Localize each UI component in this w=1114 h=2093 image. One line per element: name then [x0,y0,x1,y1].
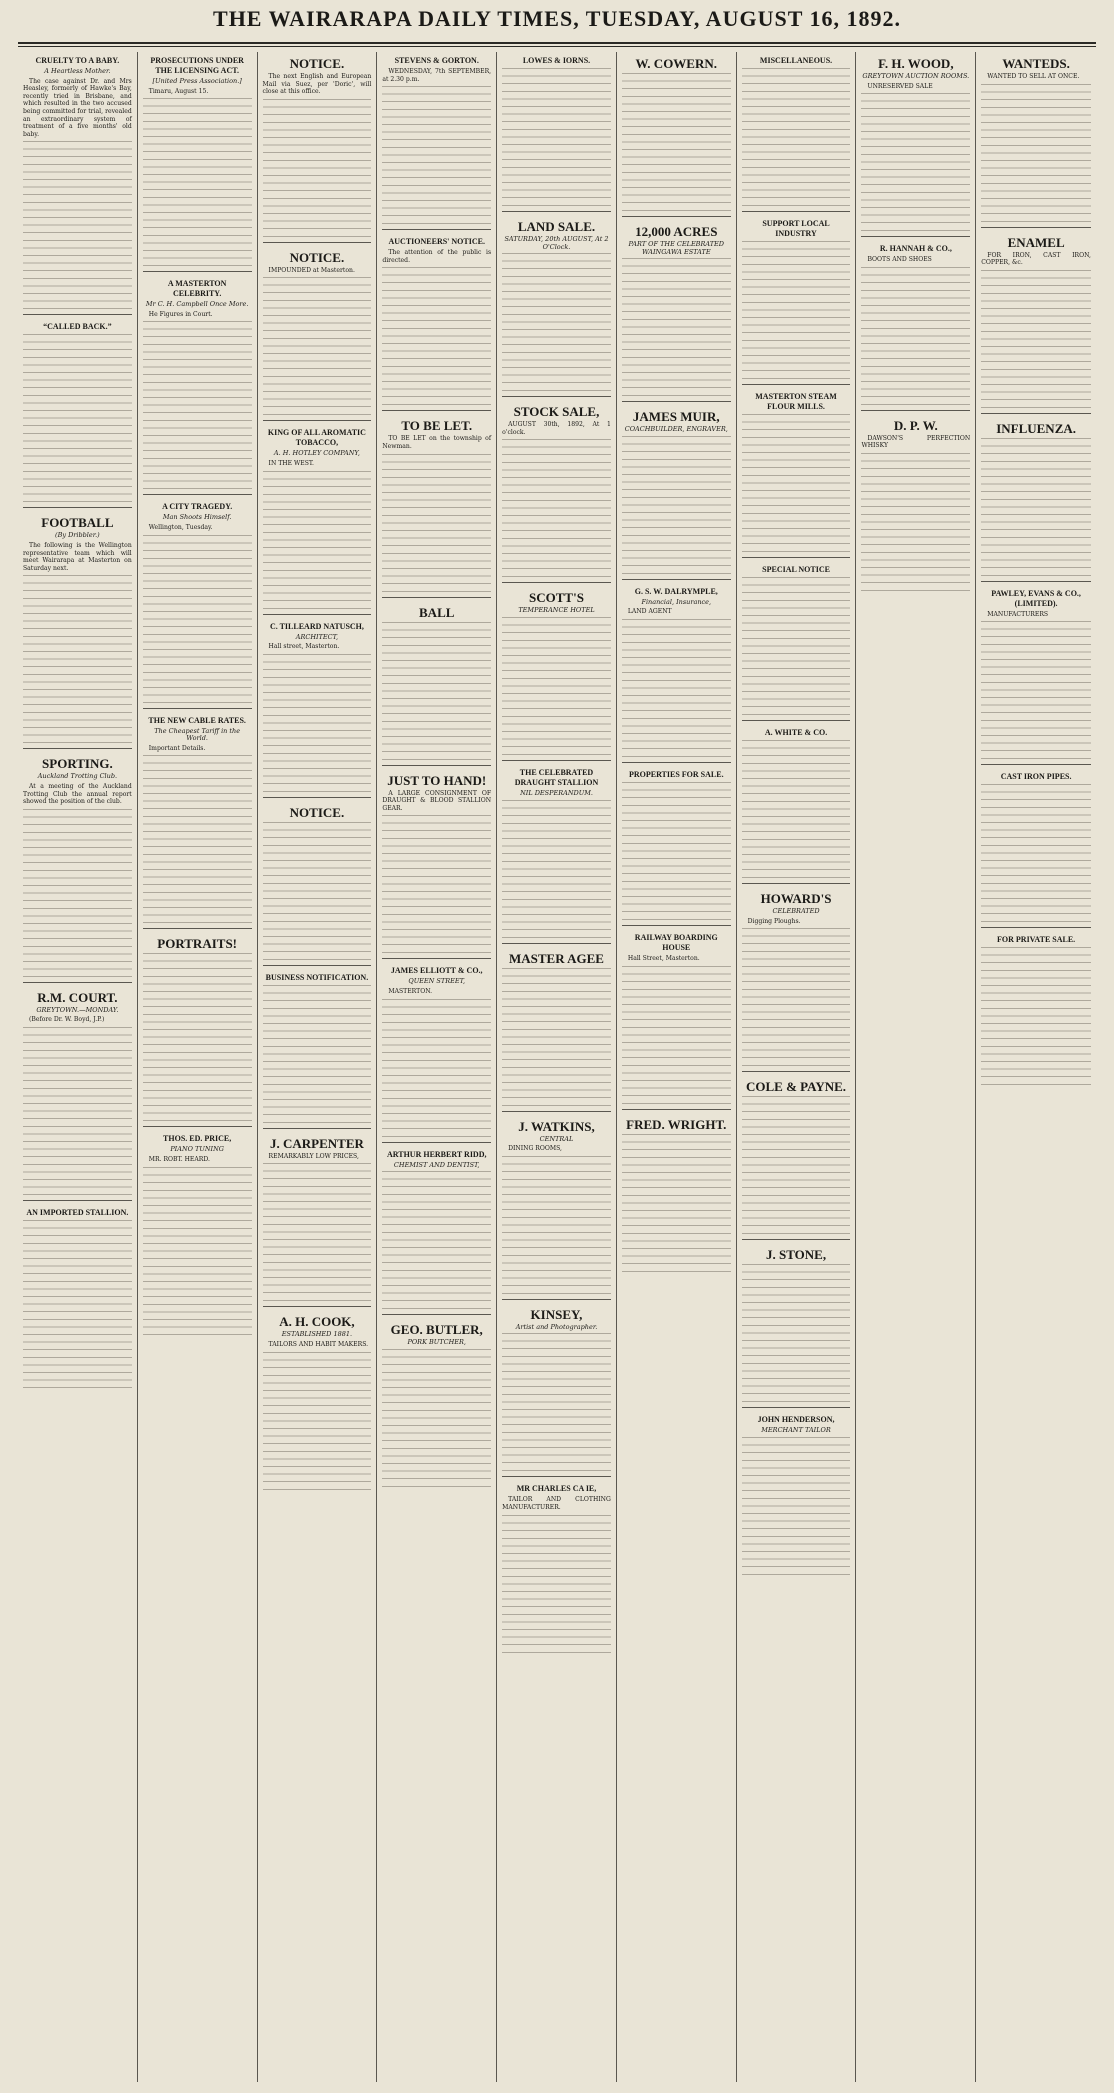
article-text: MASTERTON. [388,987,433,995]
article-subheading: The Cheapest Tariff in the World. [154,726,241,743]
article-subheading: PIANO TUNING [170,1145,224,1154]
article-heading: ENAMEL [1007,234,1065,250]
article-block [502,56,611,208]
body-text-lines [382,1171,491,1311]
article-block [502,1476,611,1654]
body-text-lines [502,253,611,393]
body-text-lines [981,947,1091,1087]
column-2 [138,52,258,2082]
article-text: Important Details. [148,744,206,752]
article-block [143,928,252,1123]
body-text-lines [23,334,132,504]
article-subheading: (By Dribbler.) [55,531,100,540]
body-text-lines [382,267,491,407]
body-text-lines [382,454,491,594]
body-text-lines [143,755,252,925]
article-subheading: GREYTOWN.—MONDAY. [36,1005,119,1014]
article-block [861,410,970,593]
article-heading: LAND SALE. [517,219,596,234]
body-text-lines [143,98,252,268]
article-block [23,1200,132,1390]
article-heading: R. HANNAH & CO., [879,244,952,254]
body-text-lines [23,141,132,311]
body-text-lines [861,267,970,407]
article-subheading: QUEEN STREET, [408,977,466,986]
article-block [263,797,372,962]
article-block [143,1126,252,1336]
article-heading: F. H. WOOD, [878,56,954,71]
article-subheading: TEMPERANCE HOTEL [518,606,595,615]
article-subheading: PORK BUTCHER, [407,1338,466,1347]
masthead-rule [18,42,1096,44]
article-block [143,494,252,704]
body-text-lines [382,1349,491,1489]
article-heading: J. WATKINS, [518,1118,595,1134]
columns [18,52,1096,2082]
body-text-lines [23,809,132,979]
article-subheading: CHEMIST AND DENTIST, [393,1160,480,1169]
article-subheading: GREYTOWN AUCTION ROOMS. [862,72,970,80]
article-heading: PAWLEY, EVANS & CO., (LIMITED). [991,588,1081,608]
article-heading: FOR PRIVATE SALE. [997,935,1076,945]
article-subheading: Man Shoots Himself. [162,513,232,522]
article-text: REMARKABLY LOW PRICES, [268,1152,359,1160]
article-heading: A MASTERTON CELEBRITY. [167,279,227,299]
article-heading: SCOTT'S [529,590,584,606]
article-block [861,236,970,407]
body-text-lines [622,619,731,759]
article-heading: NOTICE. [289,56,345,71]
article-heading: STEVENS & GORTON. [394,56,479,65]
article-block [143,708,252,926]
body-text-lines [981,84,1091,224]
article-text: The attention of the public is directed. [382,249,492,264]
article-heading: COLE & PAYNE. [746,1079,847,1095]
article-heading: JAMES MUIR, [632,409,720,425]
article-text: LAND AGENT [627,608,672,616]
article-text: He Figures in Court. [148,310,213,318]
article-block [23,314,132,504]
article-heading: MASTER AGEE [508,950,604,966]
article-subheading: Mr C. H. Campbell Once More. [145,300,249,309]
article-block [23,507,132,745]
article-heading: J. STONE, [766,1247,827,1263]
article-heading: FOOTBALL [41,515,114,531]
body-text-lines [622,1134,731,1274]
masthead-rule-thin [18,46,1096,47]
article-subheading: PART OF THE CELEBRATED WAINGAWA ESTATE [628,240,724,256]
article-text: MANUFACTURERS [987,610,1049,618]
article-text: (Before Dr. W. Boyd, J.P.) [29,1016,105,1024]
article-text: TO BE LET on the township of Newman. [382,435,492,450]
body-text-lines [742,577,851,717]
article-block [382,958,491,1138]
article-heading: KINSEY, [530,1306,583,1322]
column-6 [617,52,737,2082]
article-block [981,764,1091,924]
article-block [742,56,851,208]
article-subheading: CELEBRATED [772,907,820,915]
body-text-lines [263,99,372,239]
article-heading: SPECIAL NOTICE [762,565,830,574]
article-subheading: ESTABLISHED 1881. [281,1330,353,1339]
article-block [981,413,1091,578]
article-block [143,56,252,268]
body-text-lines [981,784,1091,924]
article-heading: A CITY TRAGEDY. [162,502,233,512]
article-block [382,597,491,762]
body-text-lines [382,86,491,226]
article-block [981,927,1091,1087]
article-block [502,396,611,579]
article-heading: PROSECUTIONS UNDER THE LICENSING ACT. [150,56,244,75]
body-text-lines [502,968,611,1108]
article-heading: STOCK SALE, [513,404,600,420]
article-block [861,56,970,233]
body-text-lines [263,822,372,962]
article-block [622,401,731,576]
article-heading: BALL [419,604,455,620]
article-heading: AUCTIONEERS' NOTICE. [388,237,485,247]
article-block [263,56,372,239]
article-block [742,384,851,554]
article-block [981,227,1091,410]
body-text-lines [502,1333,611,1473]
article-block [742,1407,851,1577]
article-heading: THOS. ED. PRICE, [163,1134,232,1144]
article-block [263,614,372,794]
article-block [382,229,491,407]
article-heading: KING OF ALL AROMATIC TOBACCO, [267,428,366,448]
column-5 [497,52,617,2082]
article-subheading: [United Press Association.] [152,77,242,85]
body-text-lines [502,439,611,579]
article-text: TAILORS AND HABIT MAKERS. [268,1340,369,1348]
article-heading: NOTICE. [289,249,345,265]
article-heading: G. S. W. DALRYMPLE, [634,586,718,596]
column-4 [377,52,497,2082]
body-text-lines [382,815,491,955]
article-block [742,211,851,381]
article-block [742,557,851,717]
article-heading: CAST IRON PIPES. [1000,772,1072,782]
article-text: WEDNESDAY, 7th SEPTEMBER, at 2.30 p.m. [382,68,492,83]
body-text-lines [861,453,970,593]
body-text-lines [263,1352,372,1492]
article-heading: 12,000 ACRES [635,224,718,239]
body-text-lines [382,622,491,762]
article-text: IMPOUNDED at Masterton. [268,266,355,274]
article-text: FOR IRON, CAST IRON, COPPER, &c. [981,251,1091,267]
article-text: MR. ROBT. HEARD. [148,1155,210,1163]
article-text: Timaru, August 15. [148,87,209,95]
article-block [622,216,731,398]
article-heading: SUPPORT LOCAL INDUSTRY [762,219,830,238]
article-block [263,1128,372,1304]
body-text-lines [382,999,491,1139]
article-text: The next English and European Mail via Suez, per 'Doric', will close at this office. [262,73,372,96]
article-block [23,982,132,1197]
body-text-lines [622,782,731,922]
article-text: UNRESERVED SALE [867,82,933,90]
article-heading: “CALLED BACK.” [43,322,112,332]
article-heading: C. TILLEARD NATUSCH, [269,621,364,631]
article-subheading: NIL DESPERANDUM. [520,788,593,797]
article-block [143,271,252,491]
body-text-lines [23,1220,132,1390]
article-block [502,1299,611,1474]
article-block [382,410,491,593]
article-heading: WANTEDS. [1002,56,1070,71]
body-text-lines [502,1156,611,1296]
body-text-lines [981,438,1091,578]
body-text-lines [263,277,372,417]
article-heading: MASTERTON STEAM FLOUR MILLS. [755,392,837,411]
body-text-lines [742,740,851,880]
body-text-lines [23,1027,132,1197]
body-text-lines [502,800,611,940]
article-text: A LARGE CONSIGNMENT OF DRAUGHT & BLOOD STALLION GEAR. [382,789,492,812]
body-text-lines [981,270,1091,410]
article-block [263,1306,372,1491]
article-block [742,720,851,880]
article-block [622,1109,731,1274]
article-heading: AN IMPORTED STALLION. [26,1207,129,1217]
article-heading: NOTICE. [289,804,345,820]
article-text: The case against Dr. and Mrs Heasley, formerly of Hawke's Bay, recently tried in Brisbane, and which resulted in the two accused being committed for trial, revealed an extraordinary system of treatment of a five months' old baby. [23,77,132,138]
article-block [981,581,1091,762]
body-text-lines [23,575,132,745]
column-8 [856,52,976,2082]
masthead: THE WAIRARAPA DAILY TIMES, TUESDAY, AUGUST 16, 1892. [213,6,901,31]
article-subheading: Financial, Insurance, [641,597,712,606]
body-text-lines [143,535,252,705]
body-text-lines [742,414,851,554]
body-text-lines [622,258,731,398]
body-text-lines [742,241,851,381]
article-heading: ARTHUR HERBERT RIDD, [386,1149,487,1159]
article-block [382,765,491,956]
body-text-lines [263,654,372,794]
article-block [23,56,132,311]
article-heading: W. COWERN. [635,56,718,71]
article-heading: J. CARPENTER [269,1135,364,1151]
article-block [622,762,731,922]
article-subheading: A. H. HOTLEY COMPANY, [273,449,360,458]
article-heading: A. WHITE & CO. [764,728,828,737]
article-heading: A. H. COOK, [279,1314,355,1330]
body-text-lines [263,985,372,1125]
article-subheading: SATURDAY, 20th AUGUST, At 2 O'Clock. [504,235,609,251]
article-block [622,56,731,213]
body-text-lines [622,966,731,1106]
column-3 [258,52,378,2082]
article-heading: MISCELLANEOUS. [759,56,833,65]
article-block [23,748,132,978]
article-text: TAILOR AND CLOTHING MANUFACTURER. [502,1496,611,1511]
article-text: DAWSON'S PERFECTION WHISKY [861,434,971,450]
article-text: AUGUST 30th, 1892, At 1 o'clock. [502,421,611,436]
body-text-lines [502,1515,611,1655]
article-block [263,420,372,610]
article-block [263,242,372,418]
article-heading: JAMES ELLIOTT & CO., [390,966,483,976]
body-text-lines [742,68,851,208]
article-block [382,56,491,226]
article-text: Digging Ploughs. [747,917,801,925]
body-text-lines [143,321,252,491]
column-1 [18,52,138,2082]
body-text-lines [742,928,851,1068]
article-block [382,1314,491,1489]
article-block [742,1071,851,1236]
article-heading: PROPERTIES FOR SALE. [628,769,724,779]
body-text-lines [622,73,731,213]
article-subheading: MERCHANT TAILOR [761,1426,831,1435]
article-heading: HOWARD'S [760,891,832,906]
body-text-lines [143,953,252,1123]
article-heading: THE CELEBRATED DRAUGHT STALLION [514,767,599,787]
article-subheading: A Heartless Mother. [44,67,111,75]
article-heading: JUST TO HAND! [387,772,487,788]
body-text-lines [143,1167,252,1337]
article-text: DINING ROOMS, [508,1145,562,1153]
article-heading: BUSINESS NOTIFICATION. [265,972,369,982]
article-text: Wellington, Tuesday. [148,523,213,531]
article-subheading: Artist and Photographer. [515,1322,598,1331]
article-heading: GEO. BUTLER, [390,1322,483,1338]
article-heading: THE NEW CABLE RATES. [148,715,246,725]
article-block [382,1142,491,1312]
article-block [502,211,611,393]
article-text: Hall Street, Masterton. [627,954,700,962]
body-text-lines [861,93,970,233]
article-heading: FRED. WRIGHT. [626,1116,727,1132]
body-text-lines [742,1437,851,1577]
article-heading: PORTRAITS! [157,936,238,952]
column-9 [976,52,1096,2082]
article-block [742,883,851,1068]
article-text: Hall street, Masterton. [268,643,340,651]
article-text: BOOTS AND SHOES [867,256,932,264]
article-text: WANTED TO SELL AT ONCE. [987,73,1080,80]
article-heading: RAILWAY BOARDING HOUSE [634,932,718,952]
body-text-lines [622,436,731,576]
article-subheading: Auckland Trotting Club. [37,772,118,781]
article-block [263,965,372,1125]
article-subheading: CENTRAL [539,1134,574,1143]
article-block [502,760,611,940]
article-heading: R.M. COURT. [37,989,118,1005]
body-text-lines [263,471,372,611]
article-heading: TO BE LET. [401,418,473,434]
body-text-lines [502,68,611,208]
article-heading: MR CHARLES CA IE, [516,1484,597,1494]
body-text-lines [742,1264,851,1404]
article-heading: LOWES & IORNS. [522,56,591,65]
body-text-lines [263,1163,372,1303]
article-block [502,1111,611,1296]
column-7 [737,52,857,2082]
article-subheading: ARCHITECT, [295,632,339,641]
article-text: IN THE WEST. [268,459,314,467]
article-block [502,582,611,757]
article-block [502,943,611,1108]
body-text-lines [742,1096,851,1236]
article-text: At a meeting of the Auckland Trotting Club the annual report showed the position of the club. [23,782,132,806]
article-heading: CRUELTY TO A BABY. [35,56,120,65]
article-text: The following is the Wellington representative team which will meet Wairarapa at Masterton on Saturday next. [23,541,132,572]
article-heading: INFLUENZA. [996,420,1077,436]
article-block [981,56,1091,224]
body-text-lines [981,621,1091,761]
article-heading: SPORTING. [42,756,113,772]
body-text-lines [502,617,611,757]
article-block [742,1239,851,1404]
article-subheading: COACHBUILDER, ENGRAVER, [624,425,728,434]
article-block [622,579,731,759]
article-heading: JOHN HENDERSON, [757,1415,835,1425]
article-block [622,925,731,1106]
article-heading: D. P. W. [893,417,938,433]
